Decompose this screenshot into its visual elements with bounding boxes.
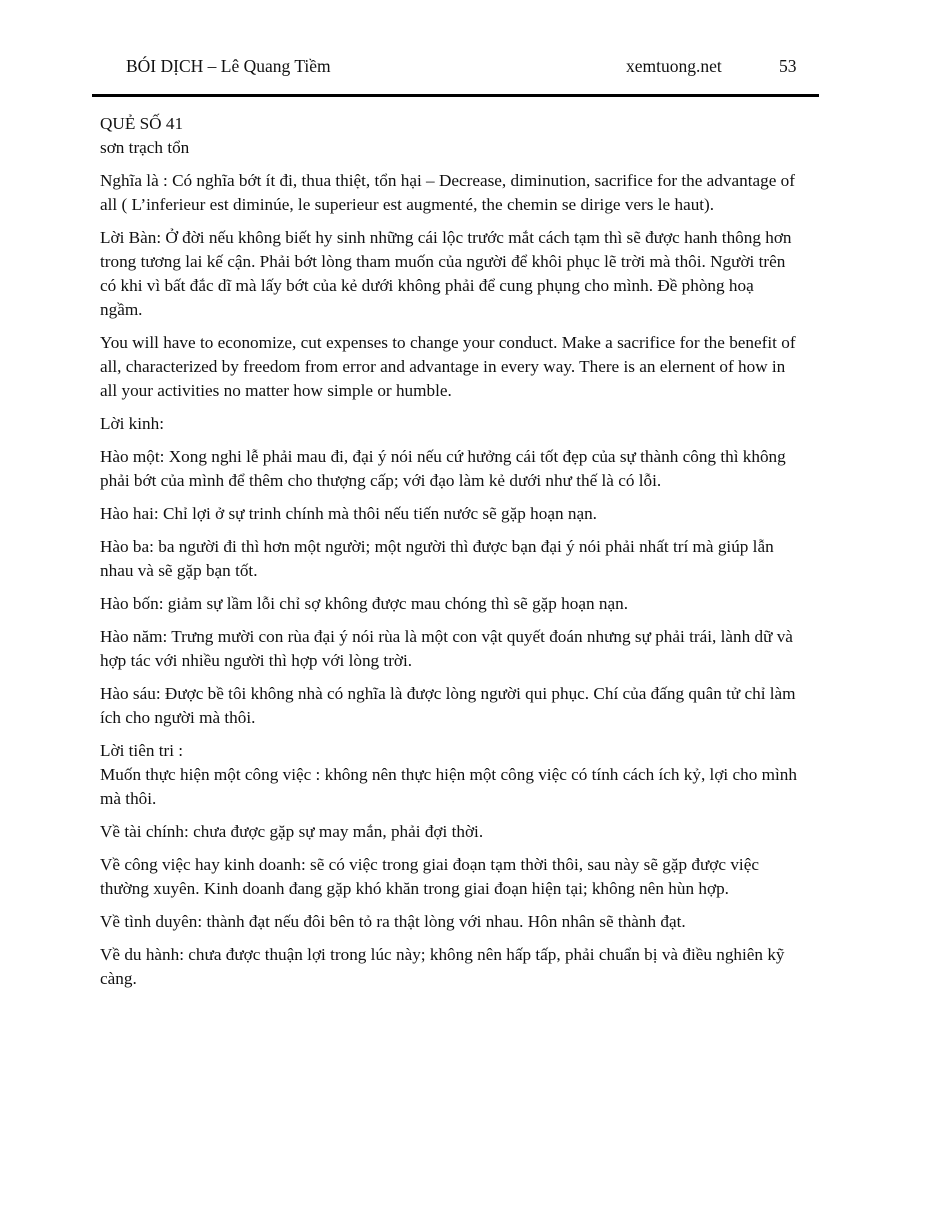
paragraph-commentary: Lời Bàn: Ở đời nếu không biết hy sinh những cái lộc trước mắt cách tạm thì sẽ được hanh thông hơn trong tương lai kế cận. Phải bớt lòng tham muốn của người để khôi phục lẽ trời mà thôi. Người trên có khi vì bất đắc dĩ mà lấy bớt của kẻ dưới không phải để cung phụng cho mình. Đề phòng hoạ ngầm. (100, 228, 792, 319)
page-header (0, 56, 935, 82)
paragraph-finance: Về tài chính: chưa được gặp sự may mắn, phải đợi thời. (100, 822, 484, 841)
book-title: BÓI DỊCH – Lê Quang Tiềm (126, 56, 331, 76)
paragraph-business: Về công việc hay kinh doanh: sẽ có việc trong giai đoạn tạm thời thôi, sau này sẽ gặp được việc thường xuyên. Kinh doanh đang gặp khó khăn trong giai đoạn hiện tại; không nên hùn hợp. (100, 855, 759, 898)
paragraph-love: Về tình duyên: thành đạt nếu đôi bên tỏ ra thật lòng với nhau. Hôn nhân sẽ thành đạt. (100, 912, 686, 931)
paragraph-line-five: Hào năm: Trưng mười con rùa đại ý nói rùa là một con vật quyết đoán nhưng sự phải trái, lành dữ và hợp tác với nhiều người thì hợp với lòng trời. (100, 627, 793, 670)
header-rule (92, 94, 819, 97)
page-number: 53 (779, 56, 797, 76)
paragraph-scripture-label: Lời kinh: (100, 414, 164, 433)
section-subheading: sơn trạch tổn (100, 138, 190, 157)
paragraph-english: You will have to economize, cut expenses to change your conduct. Make a sacrifice for the benefit of all, characterized by freedom from error and advantage in every way. There is an elernent of how in all your activities no matter how simple or humble. (100, 333, 796, 400)
paragraph-line-two: Hào hai: Chỉ lợi ở sự trinh chính mà thôi nếu tiến nước sẽ gặp hoạn nạn. (100, 504, 597, 523)
paragraph-line-six: Hào sáu: Được bề tôi không nhà có nghĩa là được lòng người qui phục. Chí của đấng quân tử chỉ làm ích cho người mà thôi. (100, 684, 796, 727)
paragraph-line-three: Hào ba: ba người đi thì hơn một người; một người thì được bạn đại ý nói phải nhất trí mà giúp lẫn nhau và sẽ gặp bạn tốt. (100, 537, 774, 580)
paragraph-travel: Về du hành: chưa được thuận lợi trong lúc này; không nên hấp tấp, phải chuẩn bị và điều nghiên kỹ càng. (100, 945, 785, 988)
paragraph-line-four: Hào bốn: giảm sự lầm lỗi chỉ sợ không được mau chóng thì sẽ gặp hoạn nạn. (100, 594, 628, 613)
paragraph-meaning: Nghĩa là : Có nghĩa bớt ít đi, thua thiệt, tổn hại – Decrease, diminution, sacrifice for the advantage of all ( L’inferieur est diminúe, le superieur est augmenté, the chemin se dirige vers le haut). (100, 171, 795, 214)
paragraph-line-one: Hào một: Xong nghi lễ phải mau đi, đại ý nói nếu cứ hưởng cái tốt đẹp của sự thành công thì không phải bớt của mình để thêm cho thượng cấp; với đạo làm kẻ dưới như thế là có lỗi. (100, 447, 786, 490)
page-body (100, 112, 800, 1000)
section-heading: QUẺ SỐ 41 (100, 114, 184, 133)
website-name: xemtuong.net (626, 56, 722, 76)
paragraph-prophecy-label: Lời tiên tri : (100, 741, 184, 760)
paragraph-undertaking: Muốn thực hiện một công việc : không nên thực hiện một công việc có tính cách ích kỷ, lợi cho mình mà thôi. (100, 765, 797, 808)
